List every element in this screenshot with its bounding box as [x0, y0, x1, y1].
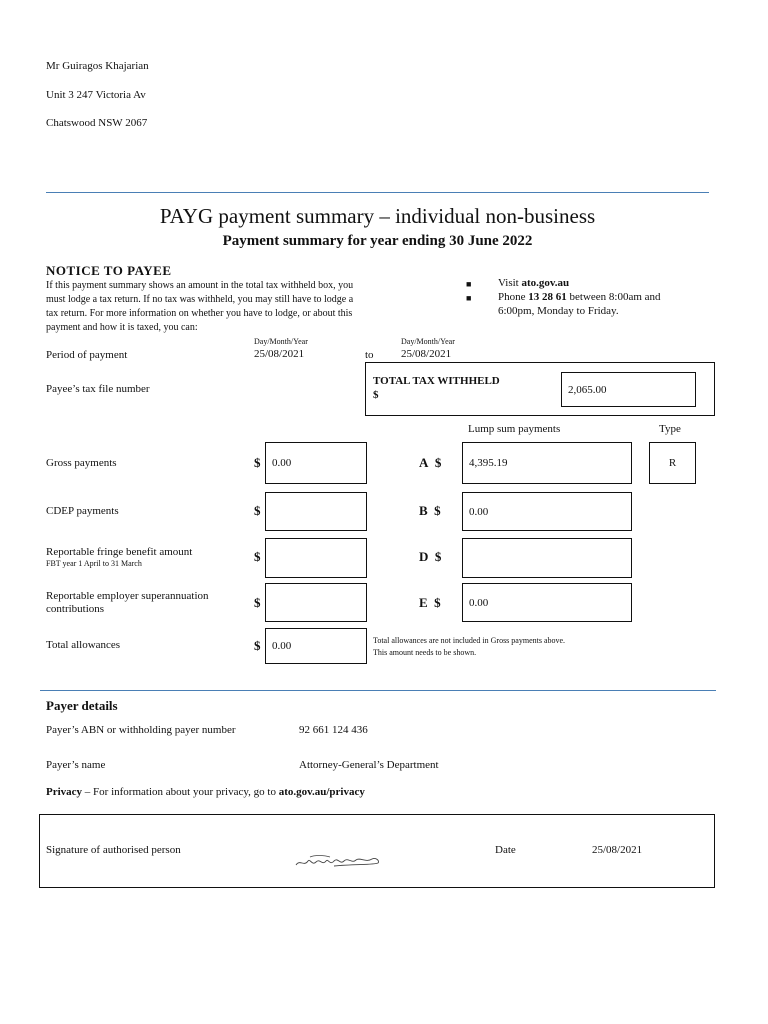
bullet-icon: ■	[466, 279, 472, 289]
tfn-label: Payee’s tax file number	[46, 383, 150, 395]
phone-hours: 6:00pm, Monday to Friday.	[498, 305, 619, 317]
payee-street: Unit 3 247 Victoria Av	[46, 89, 146, 101]
type-field[interactable]	[649, 442, 696, 484]
top-divider	[46, 192, 709, 193]
date-label: Date	[495, 844, 516, 856]
lump-b-dollar: $	[434, 503, 441, 518]
super-dollar: $	[254, 595, 261, 610]
lump-d-letter	[419, 549, 441, 565]
lump-sum-d-field[interactable]	[462, 538, 632, 578]
notice-bullet-phone	[498, 290, 661, 318]
allowances-note	[373, 635, 565, 659]
gross-payments-field[interactable]	[265, 442, 367, 484]
fringe-dollar: $	[254, 549, 261, 564]
super-label	[46, 590, 209, 616]
payer-name: Attorney-General’s Department	[299, 759, 439, 771]
bullet-icon: ■	[466, 293, 472, 303]
super-label-line-2: contributions	[46, 603, 105, 615]
ato-link[interactable]: ato.gov.au	[521, 277, 570, 289]
gross-payments-value: 0.00	[272, 457, 292, 469]
total-tax-field[interactable]	[561, 372, 696, 407]
notice-line-3: tax return. For more information on whether you have to lodge, or about this	[46, 308, 353, 319]
lump-sum-b-field[interactable]	[462, 492, 632, 531]
period-to: 25/08/2021	[401, 348, 452, 360]
lump-e-letter-text: E	[419, 595, 428, 610]
payer-name-label: Payer’s name	[46, 759, 106, 771]
type-header: Type	[659, 423, 681, 435]
payer-divider	[40, 690, 716, 691]
page-title: PAYG payment summary – individual non-business	[159, 204, 596, 228]
fringe-benefit-label: Reportable fringe benefit amount	[46, 546, 193, 558]
page-subtitle: Payment summary for year ending 30 June 2022	[222, 233, 533, 249]
lump-a-dollar: $	[434, 455, 442, 470]
privacy-text: – For information about your privacy, go to	[82, 786, 279, 798]
total-tax-label: TOTAL TAX WITHHELD	[373, 375, 500, 387]
notice-heading: NOTICE TO PAYEE	[46, 263, 172, 278]
allowances-note-line-1: Total allowances are not included in Gross payments above.	[373, 636, 566, 645]
phone-prefix: Phone	[498, 291, 529, 303]
privacy-line	[46, 786, 365, 798]
allowances-label: Total allowances	[46, 639, 121, 651]
total-tax-value: 2,065.00	[568, 383, 607, 396]
allowances-note-line-2: This amount needs to be shown.	[373, 648, 477, 657]
cdep-label: CDEP payments	[46, 505, 119, 517]
visit-prefix: Visit	[498, 277, 522, 289]
period-label: Period of payment	[46, 349, 128, 361]
allowances-field[interactable]	[265, 628, 367, 664]
signature-image	[294, 849, 384, 873]
lump-d-dollar: $	[434, 549, 442, 564]
payer-abn: 92 661 124 436	[299, 724, 368, 736]
lump-sum-a-field[interactable]	[462, 442, 632, 484]
privacy-link[interactable]: ato.gov.au/privacy	[278, 786, 365, 798]
notice-line-2: must lodge a tax return. If no tax was withheld, you may still have to lodge a	[46, 294, 354, 305]
date-hint-from: Day/Month/Year	[254, 337, 308, 346]
super-field[interactable]	[265, 583, 367, 622]
date-hint-to: Day/Month/Year	[401, 337, 455, 346]
lump-b-letter	[419, 503, 441, 519]
total-tax-dollar: $	[373, 389, 379, 401]
signature-date: 25/08/2021	[592, 844, 643, 856]
signature-label: Signature of authorised person	[46, 844, 181, 856]
privacy-label: Privacy	[46, 786, 83, 798]
lump-a-letter-text: A	[419, 455, 429, 470]
cdep-field[interactable]	[265, 492, 367, 531]
lump-a-letter	[419, 455, 441, 471]
super-label-line-1: Reportable employer superannuation	[46, 590, 209, 602]
period-from: 25/08/2021	[254, 348, 305, 360]
lump-sum-e-value: 0.00	[469, 596, 489, 609]
phone-suffix: between 8:00am and	[566, 291, 661, 303]
gross-payments-label: Gross payments	[46, 457, 117, 469]
gross-dollar: $	[254, 455, 261, 470]
payer-abn-label: Payer’s ABN or withholding payer number	[46, 724, 236, 736]
notice-line-1: If this payment summary shows an amount in the total tax withheld box, you	[46, 280, 354, 291]
lump-b-letter-text: B	[419, 503, 428, 518]
allowances-dollar: $	[254, 638, 261, 653]
cdep-dollar: $	[254, 503, 261, 518]
type-value: R	[668, 457, 677, 469]
fringe-benefit-field[interactable]	[265, 538, 367, 578]
period-to-label: to	[365, 349, 374, 361]
payee-suburb: Chatswood NSW 2067	[46, 117, 148, 129]
lump-e-dollar: $	[434, 595, 441, 610]
notice-bullet-visit	[498, 277, 569, 289]
lump-d-letter-text: D	[419, 549, 429, 564]
lump-sum-a-value: 4,395.19	[469, 457, 508, 469]
payee-name: Mr Guiragos Khajarian	[46, 60, 149, 72]
lump-sum-b-value: 0.00	[469, 505, 489, 518]
notice-text	[46, 279, 353, 335]
fringe-benefit-sublabel: FBT year 1 April to 31 March	[46, 559, 142, 568]
notice-line-4: payment and how it is taxed, you can:	[46, 322, 198, 333]
allowances-value: 0.00	[272, 640, 292, 652]
payer-heading: Payer details	[46, 698, 118, 713]
lump-e-letter	[419, 595, 441, 611]
lump-sum-e-field[interactable]	[462, 583, 632, 622]
phone-number: 13 28 61	[528, 291, 567, 303]
lump-sum-header: Lump sum payments	[468, 423, 561, 435]
